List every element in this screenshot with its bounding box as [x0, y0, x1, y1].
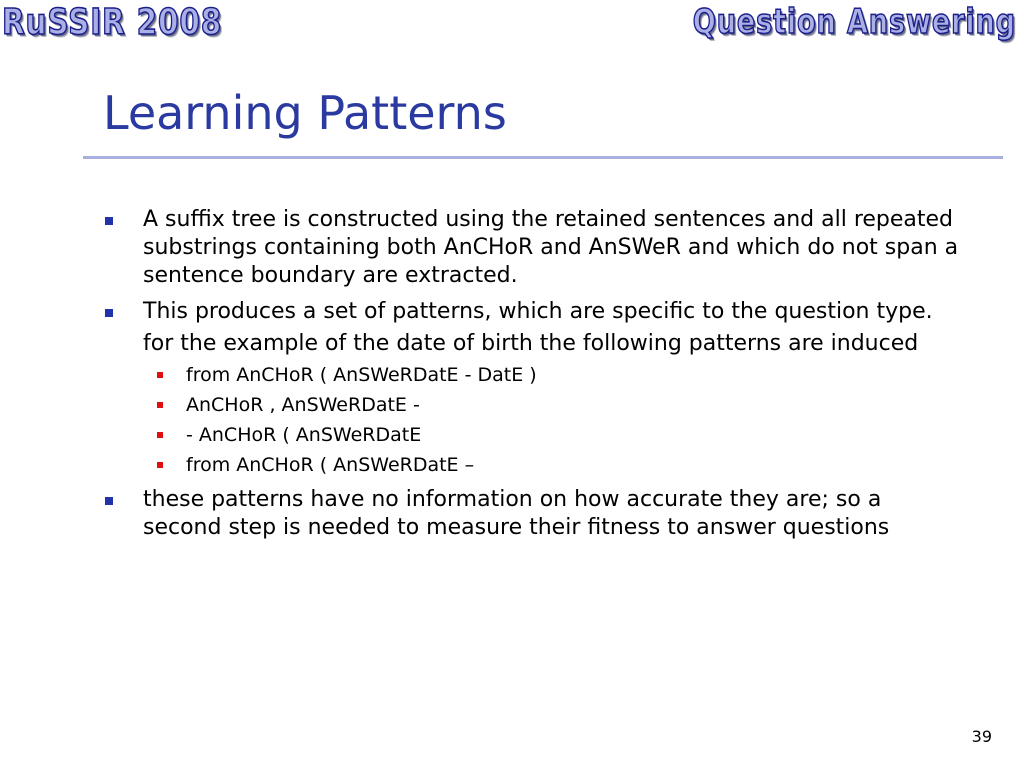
sub-bullet-text: - AnCHoR ( AnSWeRDatE	[186, 424, 422, 446]
square-bullet-icon	[105, 497, 113, 505]
slide-content	[105, 206, 965, 550]
sub-bullet-text: from AnCHoR ( AnSWeRDatE - DatE )	[186, 364, 537, 386]
square-bullet-icon	[157, 402, 163, 408]
bullet-item	[105, 206, 965, 290]
bullet-item	[105, 486, 965, 542]
page-number: 39	[971, 727, 992, 746]
bullet-text: A suffix tree is constructed using the retained sentences and all repeated substrings containing both AnCHoR and AnSWeR and which do not span a sentence boundary are extracted.	[143, 207, 959, 288]
title-divider	[83, 156, 1003, 159]
bullet-text: This produces a set of patterns, which are specific to the question type.	[143, 299, 933, 324]
sub-bullet-item	[105, 362, 965, 388]
slide-title: Learning Patterns	[103, 86, 507, 140]
square-bullet-icon	[105, 309, 113, 317]
sub-bullet-item	[105, 422, 965, 448]
square-bullet-icon	[157, 462, 163, 468]
russir-logo: RuSSIR 2008	[2, 2, 223, 43]
sub-bullet-item	[105, 452, 965, 478]
square-bullet-icon	[105, 217, 113, 225]
square-bullet-icon	[157, 372, 163, 378]
sub-bullet-text: AnCHoR , AnSWeRDatE -	[186, 394, 420, 416]
sub-bullet-item	[105, 392, 965, 418]
question-answering-logo: Question Answering	[692, 2, 1016, 42]
example-paragraph: for the example of the date of birth the following patterns are induced	[143, 331, 919, 356]
square-bullet-icon	[157, 432, 163, 438]
bullet-item	[105, 298, 965, 326]
bullet-text: these patterns have no information on how accurate they are; so a second step is needed to measure their fitness to answer questions	[143, 487, 890, 540]
sub-bullet-text: from AnCHoR ( AnSWeRDatE –	[186, 454, 475, 476]
